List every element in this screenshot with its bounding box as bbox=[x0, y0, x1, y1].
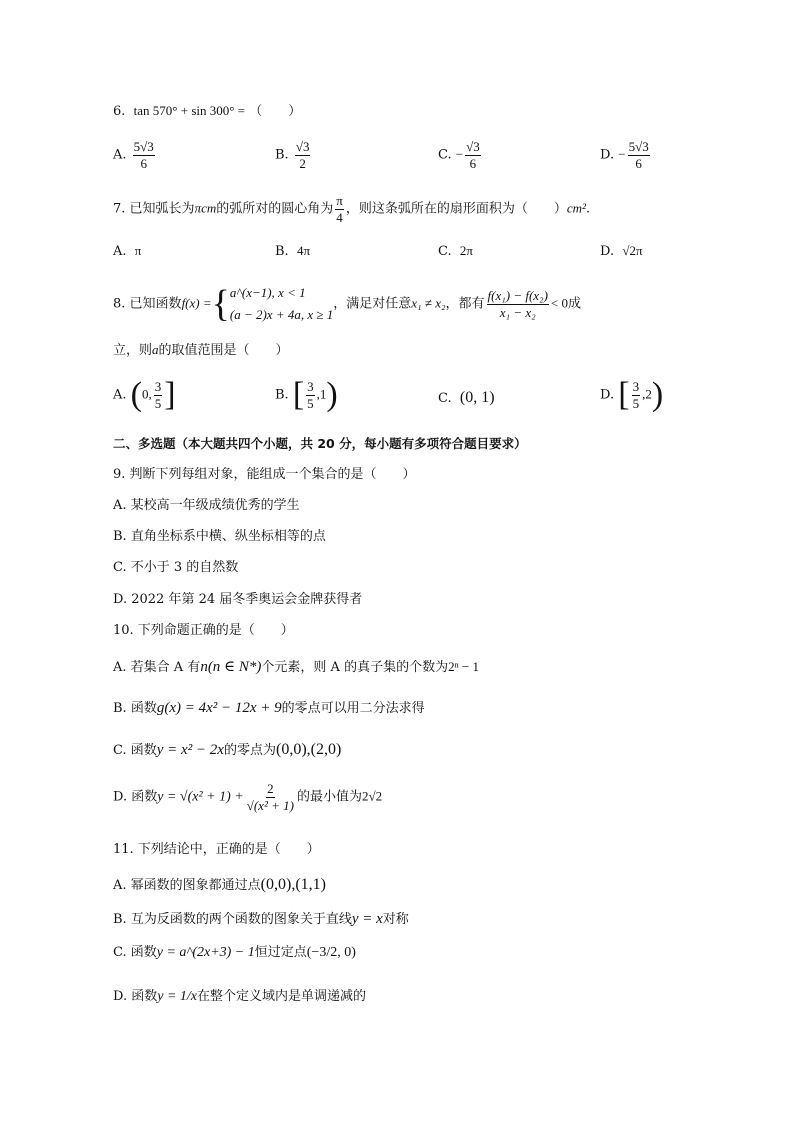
q8-option-c bbox=[438, 390, 495, 406]
q11-c-text: C. 函数 bbox=[113, 945, 157, 960]
q7-text-2: 的弧所对的圆心角为 bbox=[216, 201, 334, 217]
option-label: C. bbox=[438, 147, 452, 163]
q6-b-den: 2 bbox=[299, 155, 306, 171]
q10-b-text-2: 的零点可以用二分法求得 bbox=[281, 701, 425, 716]
q8-case-2: (a − 2)x + 4a, x ≥ 1 bbox=[229, 307, 334, 323]
q11-b-text: B. 互为反函数的两个函数的图象关于直线 bbox=[113, 912, 352, 927]
q10-d-text: D. 函数 bbox=[113, 789, 158, 805]
q7-angle-den: 4 bbox=[336, 209, 343, 225]
q7-stem bbox=[113, 194, 590, 224]
option-label: D. bbox=[600, 244, 615, 259]
option-label: A. bbox=[113, 387, 127, 403]
q6-c-num: √3 bbox=[466, 139, 480, 154]
q9-option-c: C. 不小于 3 的自然数 bbox=[113, 560, 239, 575]
q6-a-num: 5√3 bbox=[133, 139, 154, 154]
q8-ineq-rhs: < 0 bbox=[550, 295, 569, 311]
q7-option-b bbox=[275, 244, 310, 258]
q7-angle-num: π bbox=[336, 193, 343, 208]
q8-text-5: 立，则 bbox=[113, 343, 153, 358]
q7-number: 7. bbox=[113, 201, 126, 217]
option-label: A. bbox=[113, 147, 127, 163]
option-label: B. bbox=[275, 244, 289, 259]
q7-text-3: ，则这条弧所在的扇形面积为（ ） bbox=[345, 201, 567, 217]
q10-option-a bbox=[113, 660, 479, 675]
q6-d-num: 5√3 bbox=[628, 139, 649, 154]
q8-ineq-den: x₁ − x₂ bbox=[499, 304, 536, 320]
q10-c-text-2: 的零点为 bbox=[223, 743, 276, 758]
q7-end: . bbox=[585, 201, 591, 217]
q8-option-b: B. [ $\frac{3}{5}$ ,1) bbox=[275, 376, 338, 413]
option-value: 2π bbox=[459, 243, 473, 258]
q8-stem-line-2 bbox=[113, 343, 289, 357]
q11-c-value: (−3/2, 0) bbox=[306, 945, 356, 960]
q11-option-d bbox=[113, 990, 366, 1004]
q10-c-text: C. 函数 bbox=[113, 743, 157, 758]
option-label: D. bbox=[600, 147, 615, 163]
q6-option-a bbox=[113, 140, 157, 170]
q6-c-sign: − bbox=[455, 146, 464, 162]
q8-text-3: ，都有 bbox=[445, 296, 485, 312]
q9-option-a: A. 某校高一年级成绩优秀的学生 bbox=[113, 498, 300, 513]
q6-d-sign: − bbox=[618, 146, 626, 162]
q6-a-den: 6 bbox=[140, 155, 147, 171]
q8-option-a: A. (0, $\frac{3}{5}$ ] bbox=[113, 376, 176, 413]
option-value: (0, 1) bbox=[459, 389, 495, 406]
q10-b-math: g(x) = 4x² − 12x + 9 bbox=[156, 700, 282, 716]
q10-stem: 10. 下列命题正确的是（ ） bbox=[113, 623, 294, 638]
q6-b-num: √3 bbox=[295, 139, 310, 154]
q7-text-1: 已知弧长为 bbox=[129, 201, 195, 217]
q10-option-b bbox=[113, 701, 425, 716]
q10-b-text: B. 函数 bbox=[113, 701, 157, 716]
q8-ineq-num: f(x₁) − f(x₂) bbox=[487, 287, 548, 303]
q7-option-d bbox=[600, 244, 643, 258]
q6-number: 6. bbox=[113, 104, 126, 119]
q6-paren: （ ） bbox=[249, 104, 302, 119]
q8-text-2: ，满足对任意 bbox=[333, 296, 412, 312]
option-label: D. bbox=[600, 387, 615, 403]
q11-a-text: A. 幂函数的图象都通过点 bbox=[113, 878, 261, 893]
q6-option-d bbox=[600, 140, 652, 170]
q11-option-a bbox=[113, 877, 326, 893]
q9-stem: 9. 判断下列每组对象，能组成一个集合的是（ ） bbox=[113, 467, 416, 482]
q10-d-text-2: 的最小值为 bbox=[296, 789, 362, 805]
q11-a-value: (0,0),(1,1) bbox=[260, 876, 326, 893]
q11-option-b bbox=[113, 912, 409, 927]
option-value: √2π bbox=[622, 243, 643, 258]
q10-d-frac-num: 2 bbox=[267, 781, 274, 796]
q8-condition: x₁ ≠ x₂ bbox=[411, 295, 446, 311]
q10-option-d bbox=[113, 782, 382, 812]
q11-d-text-2: 在整个定义域内是单调递减的 bbox=[197, 989, 367, 1004]
section-multi-choice-heading: 二、多选题（本大题共四个小题，共 20 分，每小题有多项符合题目要求） bbox=[113, 436, 527, 451]
q11-b-math: y = x bbox=[351, 911, 383, 927]
q6-option-b bbox=[275, 140, 312, 170]
q8-cases bbox=[230, 282, 333, 326]
q11-option-c bbox=[113, 946, 356, 960]
q8-brace: { bbox=[211, 283, 230, 326]
q10-d-value: 2√2 bbox=[361, 788, 383, 804]
q8-text-1: 已知函数 bbox=[129, 296, 182, 312]
q8-text-6: 的取值范围是（ ） bbox=[158, 343, 289, 358]
q7-arc-length: πcm bbox=[194, 200, 217, 216]
q10-a-text-2: 个元素，则 A 的真子集的个数为 bbox=[261, 660, 449, 675]
option-label: B. bbox=[275, 387, 289, 403]
q11-b-text-2: 对称 bbox=[382, 912, 409, 927]
q7-unit: cm² bbox=[566, 200, 586, 216]
option-label: B. bbox=[275, 147, 289, 163]
q6-stem bbox=[113, 104, 301, 118]
q9-option-d: D. 2022 年第 24 届冬季奥运会金牌获得者 bbox=[113, 592, 363, 607]
option-label: C. bbox=[438, 244, 452, 259]
q10-c-value: (0,0),(2,0) bbox=[275, 741, 342, 758]
q8-text-4: 成 bbox=[568, 296, 582, 312]
q8-function: f(x) = bbox=[181, 295, 212, 311]
q10-c-math: y = x² − 2x bbox=[156, 742, 224, 758]
option-value: 4π bbox=[296, 243, 311, 258]
q8-stem bbox=[113, 282, 581, 326]
q10-a-value: 2ⁿ − 1 bbox=[448, 659, 480, 674]
q11-c-text-2: 恒过定点 bbox=[254, 945, 307, 960]
q8-variable: a bbox=[152, 342, 159, 357]
q11-d-math: y = 1/x bbox=[157, 989, 197, 1004]
q11-d-text: D. 函数 bbox=[113, 989, 158, 1004]
q6-option-c bbox=[438, 140, 483, 170]
q11-stem: 11. 下列结论中，正确的是（ ） bbox=[113, 842, 320, 857]
option-label: A. bbox=[113, 244, 127, 259]
q10-a-math: n(n ∈ N*) bbox=[200, 659, 262, 675]
q11-c-math: y = a^(2x+3) − 1 bbox=[156, 945, 255, 960]
q6-expression: tan 570° + sin 300° = bbox=[133, 103, 246, 118]
q10-option-c bbox=[113, 742, 341, 758]
q7-option-a bbox=[113, 244, 141, 258]
q8-number: 8. bbox=[113, 296, 126, 312]
q7-option-c bbox=[438, 244, 473, 258]
q8-option-d: D. [ $\frac{3}{5}$ ,2) bbox=[600, 376, 664, 413]
q8-case-1: a^(x−1), x < 1 bbox=[229, 285, 306, 300]
q10-d-math: y = √(x² + 1) + bbox=[157, 789, 244, 805]
q10-a-text: A. 若集合 A 有 bbox=[113, 660, 201, 675]
q6-d-den: 6 bbox=[635, 155, 642, 171]
q10-d-frac-den: √(x² + 1) bbox=[246, 797, 294, 813]
option-label: C. bbox=[438, 391, 452, 406]
option-value: π bbox=[134, 243, 142, 258]
q9-option-b: B. 直角坐标系中横、纵坐标相等的点 bbox=[113, 529, 326, 544]
q6-c-den: 6 bbox=[469, 155, 477, 171]
